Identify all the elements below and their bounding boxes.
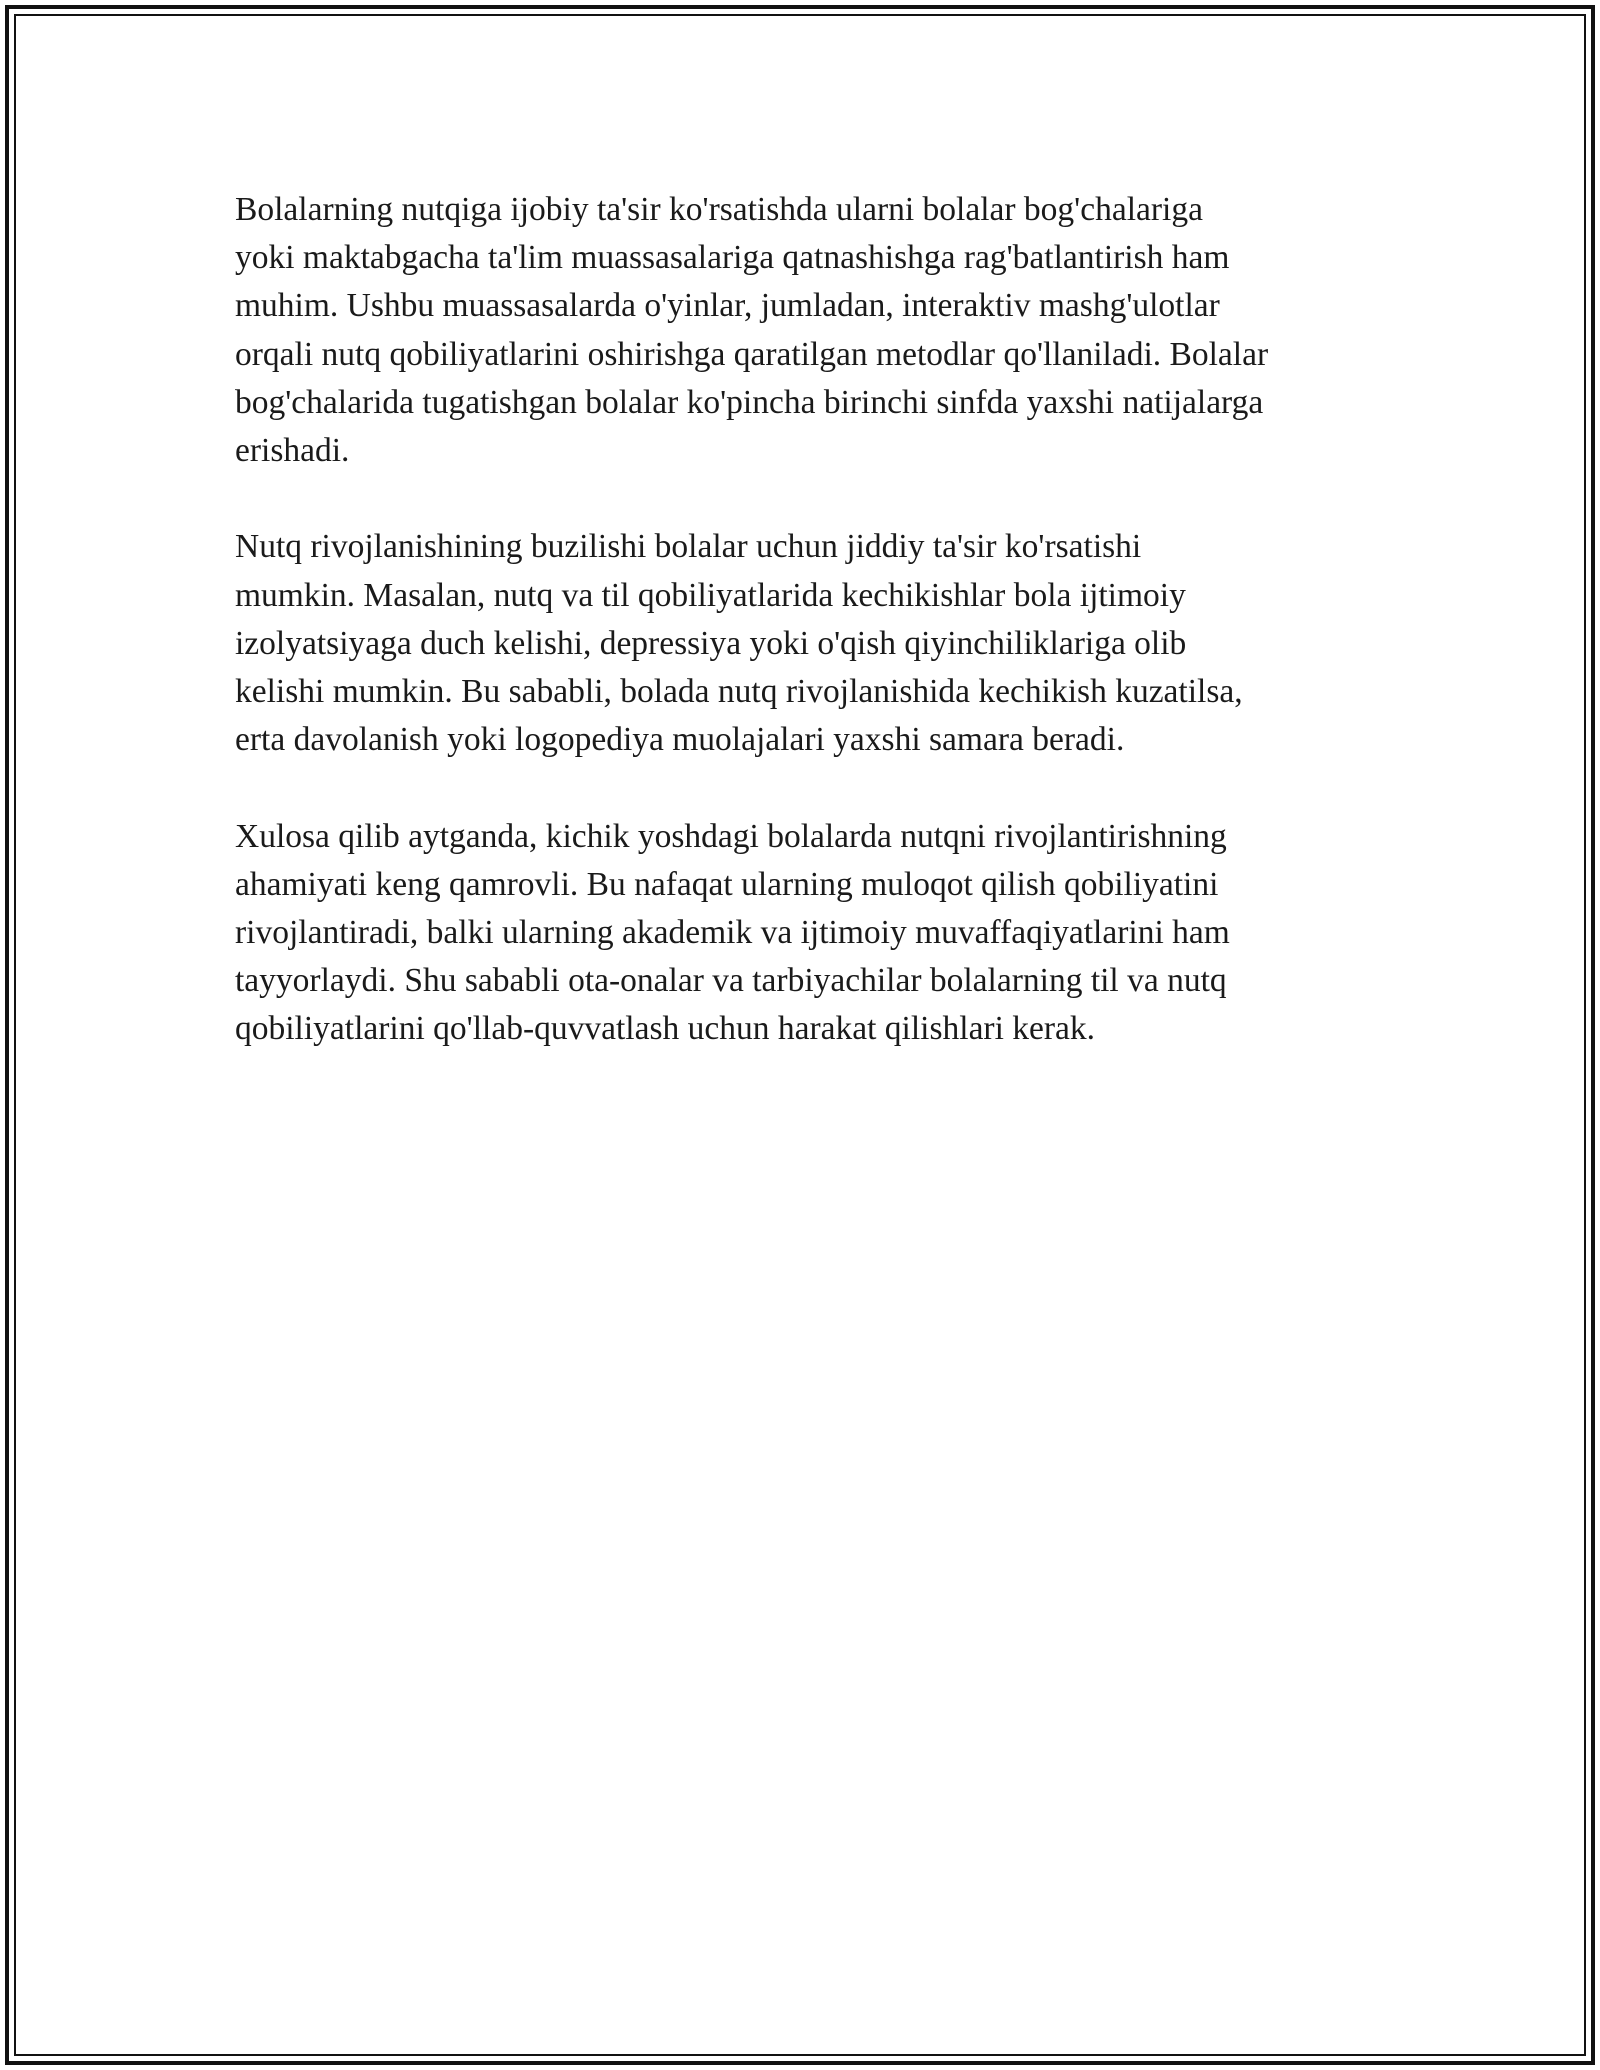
- text-line: tayyorlaydi. Shu sababli ota-onalar va tarbiyachilar bolalarning til va nutq: [235, 962, 1227, 1000]
- text-line: qobiliyatlarini qo'llab-quvvatlash uchun harakat qilishlari kerak.: [235, 1010, 1096, 1048]
- text-line: yoki maktabgacha ta'lim muassasalariga qatnashishga rag'batlantirish ham: [235, 239, 1230, 277]
- text-line: bog'chalarida tugatishgan bolalar ko'pincha birinchi sinfda yaxshi natijalarga: [235, 383, 1264, 421]
- text-line: kelishi mumkin. Bu sababli, bolada nutq rivojlanishida kechikish kuzatilsa,: [235, 673, 1243, 711]
- text-line: Bolalarning nutqiga ijobiy ta'sir ko'rsatishda ularni bolalar bog'chalariga: [235, 191, 1203, 228]
- text-line: orqali nutq qobiliyatlarini oshirishga qaratilgan metodlar qo'llaniladi. Bolalar: [235, 335, 1269, 373]
- text-line: izolyatsiyaga duch kelishi, depressiya yoki o'qish qiyinchiliklariga olib: [235, 624, 1187, 662]
- text-line: ahamiyati keng qamrovli. Bu nafaqat ularning muloqot qilish qobiliyatini: [235, 865, 1219, 903]
- paragraph-1: [235, 186, 1370, 475]
- text-line: erta davolanish yoki logopediya muolajalari yaxshi samara beradi.: [235, 721, 1125, 759]
- document-body: [235, 186, 1370, 1102]
- text-line: erishadi.: [235, 432, 350, 470]
- text-line: mumkin. Masalan, nutq va til qobiliyatlarida kechikishlar bola ijtimoiy: [235, 576, 1186, 614]
- text-line: Xulosa qilib aytganda, kichik yoshdagi bolalarda nutqni rivojlantirishning: [235, 817, 1227, 855]
- paragraph-3: [235, 813, 1370, 1054]
- text-line: muhim. Ushbu muassasalarda o'yinlar, jumladan, interaktiv mashg'ulotlar: [235, 287, 1220, 325]
- text-line: rivojlantiradi, balki ularning akademik va ijtimoiy muvaffaqiyatlarini ham: [235, 914, 1230, 952]
- paragraph-2: [235, 523, 1370, 764]
- text-line: Nutq rivojlanishining buzilishi bolalar uchun jiddiy ta'sir ko'rsatishi: [235, 528, 1142, 566]
